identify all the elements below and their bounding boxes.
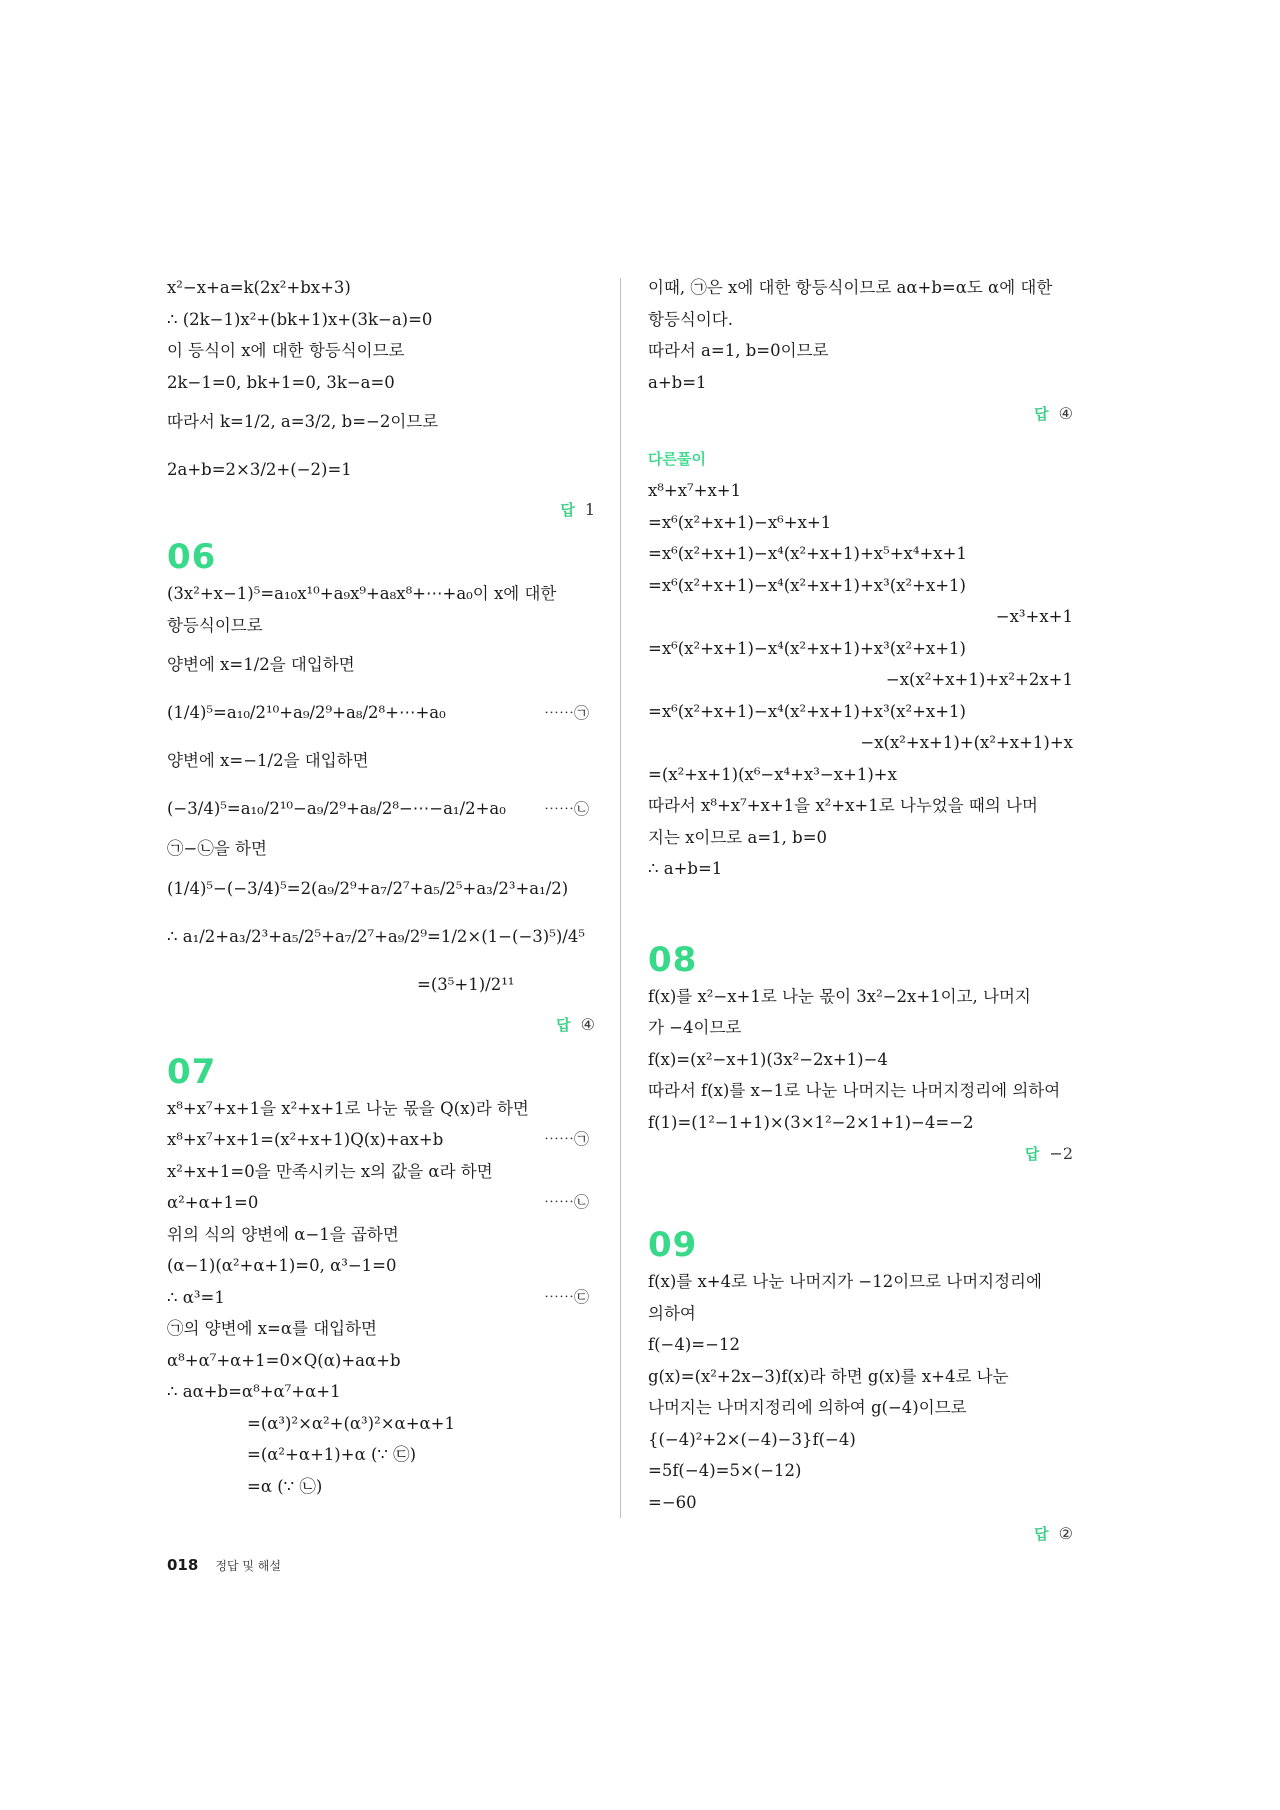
solution-line	[648, 1329, 1073, 1361]
solution-text: x²−x+a=k(2x²+bx+3)	[167, 278, 351, 297]
solution-text: 위의 식의 양변에 α−1을 곱하면	[167, 1224, 399, 1244]
solution-text: 따라서 a=1, b=0이므로	[648, 341, 829, 360]
solution-line	[648, 1075, 1073, 1107]
solution-text: ∴ a+b=1	[648, 859, 723, 878]
solution-text: 의하여	[648, 1303, 696, 1323]
solution-line	[167, 367, 595, 399]
alternative-solution-label: 다른풀이	[648, 450, 706, 468]
solution-text: =x⁶(x²+x+1)−x⁴(x²+x+1)+x³(x²+x+1)	[648, 638, 966, 658]
section-number: 06	[167, 537, 217, 577]
left-column	[167, 272, 595, 1502]
answer-value: 1	[584, 500, 595, 519]
spacer	[648, 885, 1073, 929]
solution-text: −x(x²+x+1)+x²+2x+1	[885, 670, 1073, 689]
solution-line	[167, 446, 595, 494]
solution-line	[167, 1376, 595, 1408]
solution-text: α²+α+1=0	[167, 1193, 259, 1212]
solution-line	[167, 610, 595, 642]
solution-line	[167, 865, 595, 913]
solution-text: 따라서 f(x)를 x−1로 나눈 나머지는 나머지정리에 의하여	[648, 1081, 1061, 1100]
solution-text: f(−4)=−12	[648, 1335, 740, 1354]
solution-text: =5f(−4)=5×(−12)	[648, 1461, 802, 1480]
solution-line	[167, 335, 595, 367]
solution-text: =(x²+x+1)(x⁶−x⁴+x³−x+1)+x	[648, 764, 897, 784]
solution-text: f(x)를 x+4로 나눈 나머지가 −12이므로 나머지정리에	[648, 1272, 1042, 1291]
solution-text: a+b=1	[648, 372, 707, 392]
solution-text: α⁸+α⁷+α+1=0×Q(α)+aα+b	[167, 1350, 401, 1370]
solution-line	[167, 913, 595, 961]
solution-line	[648, 1424, 1073, 1456]
equation-marker: ⋯⋯㉢	[543, 1287, 589, 1306]
solution-line	[648, 981, 1073, 1013]
section-number: 07	[167, 1051, 217, 1092]
solution-line	[167, 1408, 595, 1440]
section-number: 09	[648, 1225, 698, 1265]
solution-text: 지는 x이므로 a=1, b=0	[648, 827, 828, 847]
solution-line	[167, 961, 595, 1009]
solution-text: x⁸+x⁷+x+1을 x²+x+1로 나눈 몫을 Q(x)라 하면	[167, 1098, 529, 1118]
solution-text: =α (∵ ㉡)	[247, 1476, 323, 1496]
answer-line	[648, 1138, 1073, 1170]
equation-marker: ⋯⋯㉡	[543, 1193, 589, 1211]
solution-line	[167, 1313, 595, 1345]
spacer	[648, 430, 1073, 444]
solution-line	[648, 1455, 1073, 1487]
solution-line	[167, 1345, 595, 1377]
solution-text: 양변에 x=1/2을 대입하면	[167, 655, 355, 674]
solution-text: 이때, ㉠은 x에 대한 항등식이므로 aα+b=α도 α에 대한	[648, 278, 1053, 297]
solution-text: 항등식이므로	[167, 615, 263, 635]
solution-line	[648, 727, 1073, 759]
solution-text: (1/4)⁵−(−3/4)⁵=2(a₉/2⁹+a₇/2⁷+a₅/2⁵+a₃/2³+a₁/2)	[167, 878, 569, 898]
solution-line	[167, 1124, 595, 1156]
solution-text: ㉠−㉡을 하면	[167, 839, 267, 858]
section-number: 08	[648, 939, 698, 980]
solution-text: 따라서 x⁸+x⁷+x+1을 x²+x+1로 나누었을 때의 나머	[648, 796, 1038, 815]
solution-line	[648, 664, 1073, 696]
solution-line	[167, 1282, 595, 1314]
solution-text: (1/4)⁵=a₁₀/2¹⁰+a₉/2⁹+a₈/2⁸+⋯+a₀	[167, 703, 446, 722]
solution-text: =(α²+α+1)+α (∵ ㉢)	[247, 1445, 417, 1464]
answer-value: ④	[1058, 404, 1073, 423]
solution-text: =x⁶(x²+x+1)−x⁴(x²+x+1)+x⁵+x⁴+x+1	[648, 544, 967, 563]
solution-text: (3x²+x−1)⁵=a₁₀x¹⁰+a₉x⁹+a₈x⁸+⋯+a₀이 x에 대한	[167, 584, 557, 603]
solution-text: =x⁶(x²+x+1)−x⁴(x²+x+1)+x³(x²+x+1)	[648, 575, 966, 595]
solution-text: 항등식이다.	[648, 309, 733, 329]
solution-line	[648, 1298, 1073, 1330]
answer-line	[167, 1009, 595, 1041]
solution-line	[648, 633, 1073, 665]
footer-label: 정답 및 해설	[215, 1559, 281, 1573]
answer-value: ②	[1058, 1524, 1073, 1543]
solution-line	[167, 304, 595, 336]
solution-text: 나머지는 나머지정리에 의하여 g(−4)이므로	[648, 1398, 967, 1417]
solution-line	[167, 1250, 595, 1282]
solution-line	[648, 1266, 1073, 1298]
answer-line	[648, 398, 1073, 430]
solution-line	[648, 1044, 1073, 1076]
solution-text: =x⁶(x²+x+1)−x⁴(x²+x+1)+x³(x²+x+1)	[648, 701, 966, 721]
answer-value: −2	[1049, 1144, 1073, 1163]
solution-text: f(x)=(x²−x+1)(3x²−2x+1)−4	[648, 1049, 888, 1069]
solution-line	[648, 1361, 1073, 1393]
solution-line	[167, 737, 595, 785]
solution-line	[648, 790, 1073, 822]
solution-text: 가 −4이므로	[648, 1018, 742, 1037]
solution-line	[648, 538, 1073, 570]
solution-text: =(3⁵+1)/2¹¹	[417, 974, 515, 994]
solution-line	[648, 1107, 1073, 1139]
equation-marker: ⋯⋯㉠	[543, 1130, 589, 1148]
solution-line	[167, 1219, 595, 1251]
solution-line	[648, 335, 1073, 367]
solution-text: ㉠의 양변에 x=α를 대입하면	[167, 1319, 377, 1338]
solution-line	[167, 1093, 595, 1125]
answer-label: 답	[1034, 1525, 1049, 1543]
solution-line	[648, 367, 1073, 399]
answer-line	[648, 1518, 1073, 1550]
page-footer	[167, 1555, 281, 1574]
equation-marker: ⋯⋯㉠	[543, 704, 589, 722]
solution-text: {(−4)²+2×(−4)−3}f(−4)	[648, 1429, 856, 1449]
solution-text: =(α³)²×α²+(α³)²×α+α+1	[247, 1413, 455, 1433]
solution-line	[648, 570, 1073, 602]
solution-line	[167, 689, 595, 737]
solution-text: g(x)=(x²+2x−3)f(x)라 하면 g(x)를 x+4로 나눈	[648, 1366, 1009, 1386]
solution-text: x⁸+x⁷+x+1	[648, 481, 742, 500]
solution-line	[167, 641, 595, 689]
right-column	[648, 272, 1073, 1550]
solution-text: f(1)=(1²−1+1)×(3×1²−2×1+1)−4=−2	[648, 1112, 974, 1132]
solution-line	[167, 1471, 595, 1503]
solution-line	[648, 822, 1073, 854]
solution-line	[648, 759, 1073, 791]
page-number: 018	[167, 1556, 199, 1574]
solution-text: ∴ a₁/2+a₃/2³+a₅/2⁵+a₇/2⁷+a₉/2⁹=1/2×(1−(−3)⁵)/4⁵	[167, 926, 585, 946]
solution-text: (α−1)(α²+α+1)=0, α³−1=0	[167, 1256, 397, 1275]
equation-marker: ⋯⋯㉡	[543, 800, 589, 818]
solution-text: −x(x²+x+1)+(x²+x+1)+x	[860, 733, 1073, 752]
solution-text: ∴ aα+b=α⁸+α⁷+α+1	[167, 1382, 341, 1401]
solution-text: 2a+b=2×3/2+(−2)=1	[167, 460, 352, 479]
solution-text: 따라서 k=1/2, a=3/2, b=−2이므로	[167, 412, 439, 431]
solution-line	[167, 1156, 595, 1188]
solution-text: =x⁶(x²+x+1)−x⁶+x+1	[648, 512, 832, 532]
solution-line	[167, 398, 595, 446]
answer-value: ④	[580, 1014, 595, 1034]
solution-text: 이 등식이 x에 대한 항등식이므로	[167, 341, 405, 360]
solution-line	[167, 785, 595, 833]
answer-label: 답	[556, 1015, 571, 1034]
solution-line	[648, 304, 1073, 336]
answer-line	[167, 494, 595, 526]
column-divider	[620, 278, 621, 1518]
solution-line	[648, 507, 1073, 539]
spacer	[648, 1170, 1073, 1214]
answer-label: 답	[560, 501, 575, 519]
answer-label: 답	[1024, 1145, 1040, 1163]
solution-line	[167, 272, 595, 304]
solution-line	[648, 272, 1073, 304]
solution-line	[167, 578, 595, 610]
solution-text: f(x)를 x²−x+1로 나눈 몫이 3x²−2x+1이고, 나머지	[648, 986, 1031, 1006]
solution-text: 2k−1=0, bk+1=0, 3k−a=0	[167, 372, 395, 392]
solution-line	[648, 696, 1073, 728]
solution-text: ∴ (2k−1)x²+(bk+1)x+(3k−a)=0	[167, 309, 433, 329]
solution-line	[648, 1487, 1073, 1519]
solution-text: −x³+x+1	[995, 607, 1073, 626]
solution-text: x⁸+x⁷+x+1=(x²+x+1)Q(x)+ax+b	[167, 1130, 444, 1149]
solution-line	[167, 833, 595, 865]
solution-text: 양변에 x=−1/2을 대입하면	[167, 751, 369, 770]
solution-line	[167, 1187, 595, 1219]
solution-line	[648, 1392, 1073, 1424]
solution-line	[648, 853, 1073, 885]
solution-line	[648, 601, 1073, 633]
solution-text: ∴ α³=1	[167, 1287, 225, 1307]
solution-line	[648, 1012, 1073, 1044]
solution-text: x²+x+1=0을 만족시키는 x의 값을 α라 하면	[167, 1161, 493, 1181]
answer-label: 답	[1034, 405, 1049, 423]
solution-text: (−3/4)⁵=a₁₀/2¹⁰−a₉/2⁹+a₈/2⁸−⋯−a₁/2+a₀	[167, 799, 506, 818]
solution-text: =−60	[648, 1492, 697, 1512]
solution-line	[167, 1439, 595, 1471]
solution-line	[648, 475, 1073, 507]
